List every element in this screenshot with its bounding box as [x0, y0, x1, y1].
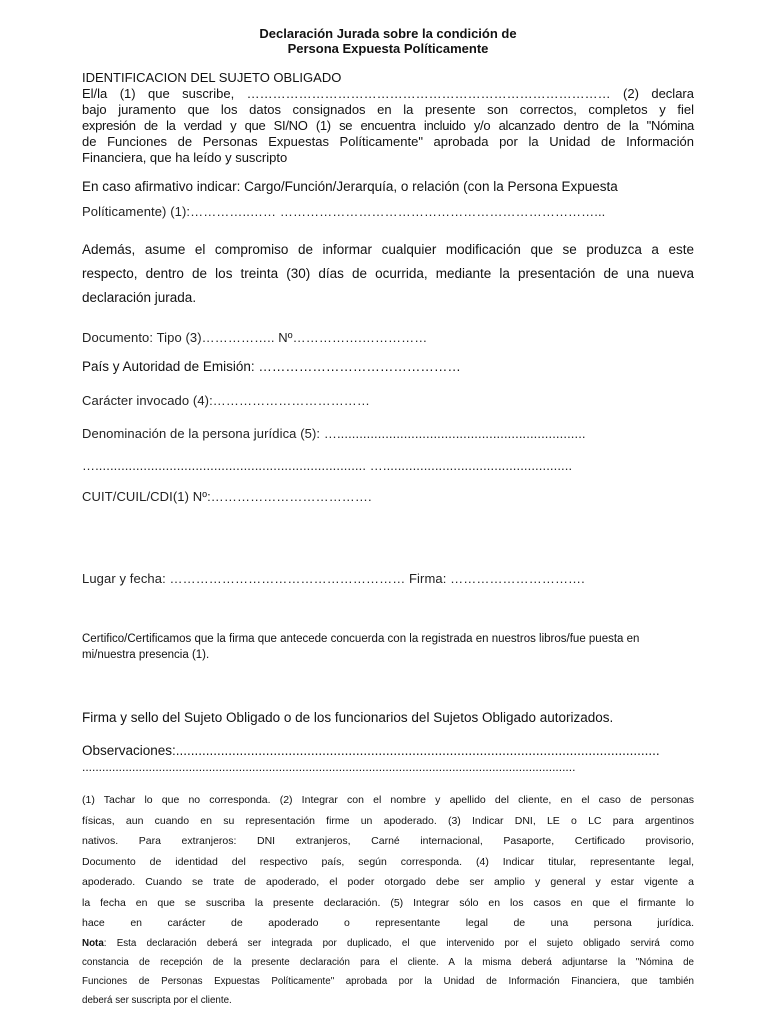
identification-line-1: El/la (1) que suscribe, ………………………………………………………………………… (2) declara — [82, 86, 694, 101]
footnote-line-4: Documento de identidad del respectivo país, según corresponda. (4) Indicar titular, representante legal, — [82, 855, 694, 868]
footnote-line-2: físicas, aun cuando en su representación firme un apoderado. (3) Indicar DNI, LE o LC para argentinos — [82, 814, 694, 827]
firma-sello-label: Firma y sello del Sujeto Obligado o de los funcionarios del Sujetos Obligado autorizados. — [82, 710, 614, 725]
commitment-line-1: Además, asume el compromiso de informar cualquier modificación que se produzca a este — [82, 242, 694, 257]
footnote-line-7: hace en carácter de apoderado o representante legal de una persona jurídica. — [82, 917, 694, 929]
title-line-1: Declaración Jurada sobre la condición de — [259, 26, 517, 41]
commitment-line-3: declaración jurada. — [82, 290, 197, 305]
denominacion-field: Denominación de la persona jurídica (5): …................................................................... — [82, 426, 586, 441]
commitment-line-2: respecto, dentro de los treinta (30) días de ocurrida, mediante la presentación de una nueva — [82, 266, 694, 281]
affirmative-line-1: En caso afirmativo indicar: Cargo/Función/Jerarquía, o relación (con la Persona Expuesta — [82, 179, 618, 194]
observaciones-continuation: .................................................................................................................................................... — [82, 760, 576, 774]
nota-line-2: constancia de recepción de la presente declaración para el cliente. A la misma deberá adjuntarse la "Nómina de — [82, 957, 694, 968]
observaciones-field: Observaciones:................................................................................................................................. — [82, 743, 660, 758]
nota-line-3: Funciones de Personas Expuestas Políticamente" aprobada por la Unidad de Información Financiera, que también — [82, 976, 694, 987]
identification-line-4: de Funciones de Personas Expuestas Políticamente" aprobada por la Unidad de Información — [82, 134, 694, 149]
nota-text-1: : Esta declaración deberá ser integrada por duplicado, el que intervenido por el sujeto obligado servirá como — [103, 938, 694, 949]
page-title — [82, 26, 694, 56]
identification-line-3: expresión de la verdad y que SI/NO (1) se encuentra incluido y/o alcanzado dentro de la "Nómina — [82, 118, 694, 133]
title-line-2: Persona Expuesta Políticamente — [287, 41, 489, 56]
identification-line-2: bajo juramento que los datos consignados en la presente son correctos, completos y fiel — [82, 102, 694, 117]
nota-line-1 — [82, 934, 694, 953]
cuit-field: CUIT/CUIL/CDI(1) Nº:………………………………. — [82, 489, 372, 504]
lugar-fecha-firma-field: Lugar y fecha: ……………………………………………… Firma: …………………………. — [82, 571, 585, 586]
nota-line-4: deberá ser suscripta por el cliente. — [82, 995, 232, 1006]
documento-field: Documento: Tipo (3)…………….. Nº…………….…………… — [82, 330, 428, 345]
affirmative-section — [82, 178, 694, 220]
nota-label: Nota — [82, 938, 104, 949]
footnote-line-6: la fecha en que se suscriba la presente declaración. (5) Integrar sólo en los casos en que el firmante lo — [82, 896, 694, 909]
nota-section — [82, 934, 694, 1010]
footnote-line-1: (1) Tachar lo que no corresponda. (2) Integrar con el nombre y apellido del cliente, en el caso de personas — [82, 794, 694, 806]
denominacion-continuation: …......................................................................... …................................................... — [82, 458, 573, 473]
observaciones-section — [82, 742, 694, 774]
identification-line-5: Financiera, que ha leído y suscripto — [82, 150, 288, 165]
commitment-section — [82, 238, 694, 310]
certification-text: Certifico/Certificamos que la firma que antecede concuerda con la registrada en nuestros libros/fue puesta en mi/nuestra presencia (1). — [82, 633, 640, 661]
pais-autoridad-field: País y Autoridad de Emisión: ……………………………………… — [82, 359, 461, 374]
affirmative-line-2: Políticamente) (1):…………..…… ………………………………………………………………... — [82, 204, 606, 219]
identification-heading: IDENTIFICACION DEL SUJETO OBLIGADO — [82, 70, 342, 85]
caracter-invocado-field: Carácter invocado (4):……………………………… — [82, 393, 371, 408]
footnote-line-5: apoderado. Cuando se trate de apoderado, el poder otorgado debe ser amplio y general y estar vigente a — [82, 876, 694, 888]
identification-section — [82, 70, 694, 166]
footnote-line-3: nativos. Para extranjeros: DNI extranjeros, Carné internacional, Pasaporte, Certificado provisorio, — [82, 835, 694, 847]
footnotes — [82, 790, 694, 934]
